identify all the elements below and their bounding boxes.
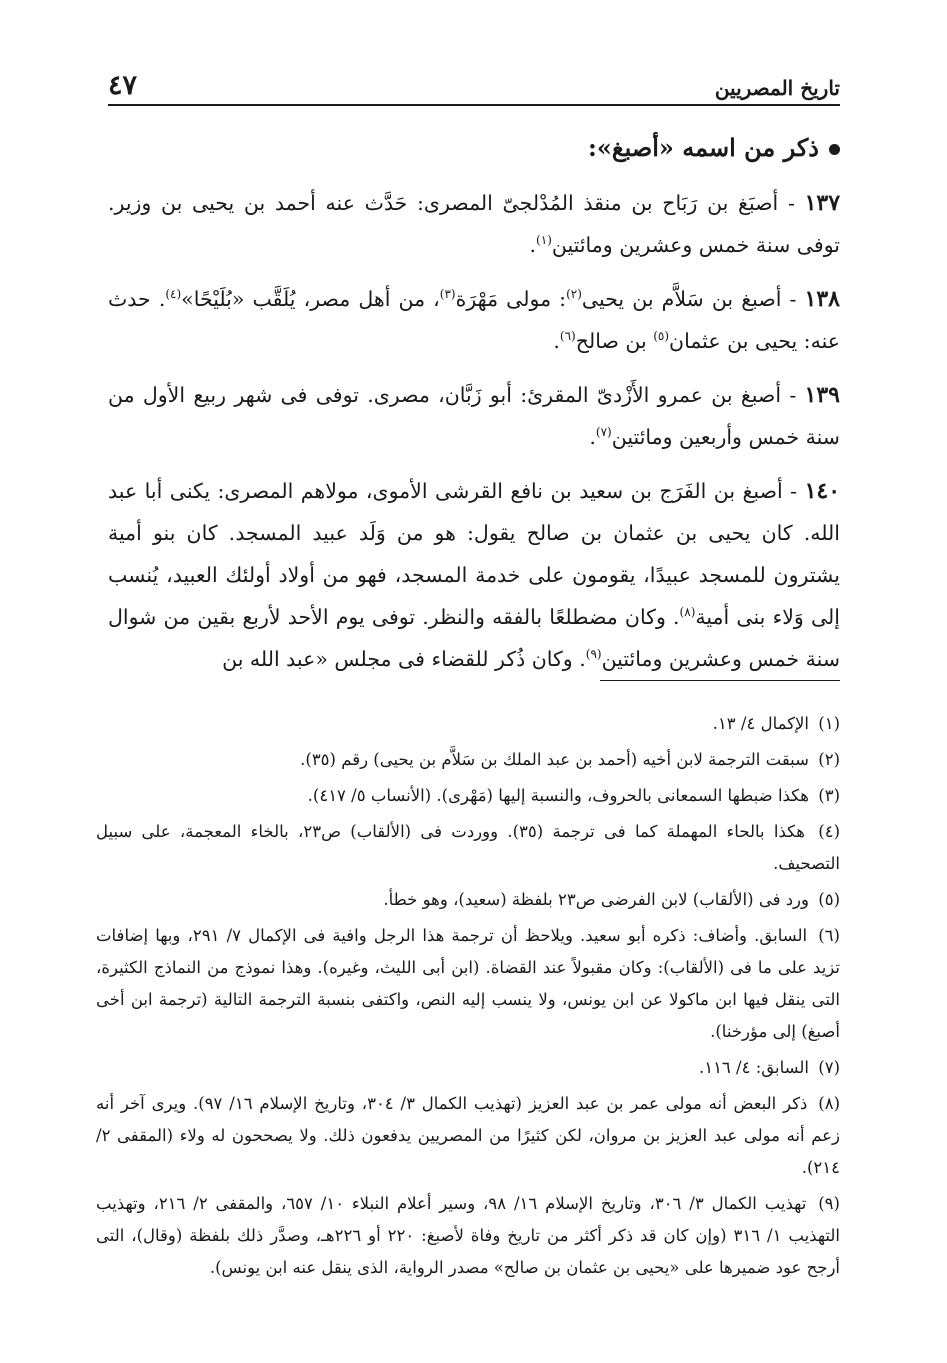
footnote-ref: (٩) [585, 647, 602, 662]
footnote-text: سبقت الترجمة لابن أخيه (أحمد بن عبد الملك بن سَلاَّم بن يحيى) رقم (٣٥). [300, 750, 809, 769]
entry-text: . [553, 329, 560, 353]
footnote [96, 920, 840, 1048]
footnote-number: (٢) [818, 750, 840, 769]
entry-text: أصبغ بن سَلاَّم بن يحيى [581, 287, 782, 311]
footnote [96, 1188, 840, 1284]
footnote-number: (٥) [818, 890, 840, 909]
footnote-ref: (٦) [559, 329, 576, 344]
footnote-number: (٣) [818, 786, 840, 805]
entry-number: ١٣٩ [804, 382, 840, 408]
footnote-text: السابق: ٤/ ١١٦. [698, 1058, 809, 1077]
footnote [96, 1088, 840, 1184]
entry-137: ١٣٧ - أصبَغ بن رَبَاح بن منقذ المُدْلجىّ المصرى: حَدَّث عنه أحمد بن يحيى بن وزير. توفى سنة خمس وعشرين ومائتين$^{(١)}$. [108, 190, 841, 257]
footnote [96, 708, 840, 740]
footnote-text: ورد فى (الألقاب) لابن الفرضى ص٢٣ بلفظة (سعيد)، وهو خطأ. [383, 890, 809, 909]
footnote-ref: (٥) [653, 329, 670, 344]
footnote-number: (٩) [818, 1194, 840, 1213]
footnote-ref: (٣) [439, 287, 456, 302]
footnote-number: (١) [818, 714, 840, 733]
entry-text: . وكان مضطلعًا بالفقه والنظر. توفى يوم الأحد لأربع بقين من شوال سنة خمس وعشرين ومائتين [108, 605, 840, 671]
entry-number: ١٣٧ [804, 190, 841, 216]
page-header [108, 62, 840, 106]
entry-text: . [529, 233, 537, 257]
section-heading [108, 128, 840, 168]
page-number: ٤٧ [108, 70, 138, 101]
bullet-icon [829, 144, 840, 155]
footnote [96, 816, 840, 880]
section-heading-text: ذكر من اسمه «أصبغ»: [588, 133, 819, 162]
footnote-number: (٤) [818, 822, 841, 841]
entry-138: ١٣٨ - أصبغ بن سَلاَّم بن يحيى$^{(٢)}$: مولى مَهْرَة$^{(٣)}$، من أهل مصر، يُلَقَّب «بُلَيْحًا»$^{(٤)}$. حدث عنه: يحيى بن عثمان$^{(٥)}$ بن صالح$^{(٦)}$. [108, 286, 840, 353]
footnote [96, 780, 840, 812]
running-title: تاريخ المصريين [714, 76, 840, 100]
footnote-ref: (٢) [566, 287, 582, 302]
footnote-text: الإكمال ٤/ ١٣. [712, 714, 809, 733]
footnote-ref: (٤) [165, 287, 182, 302]
footnote-text: ذكر البعض أنه مولى عمر بن عبد العزيز (تهذيب الكمال ٣/ ٣٠٤، وتاريخ الإسلام ١٦/ ٩٧). ويرى آخر أنه زعم أنه مولى عبد العزيز بن مروان، لكن كثيرًا من المصريين يدفعون ذلك. ولا يصححون له ولاء (المقفى ٢/ ٢١٤). [96, 1094, 840, 1177]
entry-140: ١٤٠ - أصبغ بن الفَرَج بن سعيد بن نافع القرشى الأموى، مولاهم المصرى: يكنى أبا عبد الله. كان يحيى بن عثمان بن صالح يقول: هو من وَلَد عبيد المسجد. كان بنو أمية يشترون للمسجد عبيدًا، يقومون على خدمة المسجد، فهو من أولاد أولئك العبيد، يُنسب إلى وَلاء بنى أمية$^{(٨)}$. وكان مضطلعًا بالفقه والنظر. توفى يوم الأحد لأربع بقين من شوال سنة خمس وعشرين ومائتين$^{(٩)}$. وكان ذُكر للقضاء فى مجلس «عبد الله بن [108, 478, 841, 671]
footnote-ref: (٧) [595, 425, 612, 440]
footnote-text: السابق. وأضاف: ذكره أبو سعيد. ويلاحظ أن ترجمة هذا الرجل وافية فى الإكمال ٧/ ٢٩١، وبها إضافات تزيد على ما فى (الألقاب): وكان مقبولاً عند القضاة. (ابن أبى الليث، وغيره). وهذا نموذج من النماذج الكثيرة، التى ينقل فيها ابن ماكولا عن ابن يونس، ولا ينسب إليه النص، واكتفى بنسبة الترجمة التالية (ترجمة ابن أخى أصبغ) إلى مؤرخنا). [96, 926, 840, 1041]
entry-number: ١٤٠ [804, 478, 841, 504]
entry-text: . حدث عنه: يحيى بن عثمان [108, 287, 840, 353]
footnote-text: تهذيب الكمال ٣/ ٣٠٦، وتاريخ الإسلام ١٦/ ٩٨، وسير أعلام النبلاء ١٠/ ٦٥٧، والمقفى ٢/ ٢١٦، وتهذيب التهذيب ١/ ٣١٦ (وإن كان قد ذكر أكثر من تاريخ وفاة لأصبغ: ٢٢٠ أو ٢٢٦هـ، وصدَّر ذلك بلفظة (وقال)، التى أرجح عود ضميرها على «يحيى بن عثمان بن صالح» مصدر الرواية، الذى ينقل عنه ابن يونس). [96, 1194, 841, 1277]
main-text [108, 128, 840, 692]
entry-text: أصبغ بن عمرو الأَزْدىّ المقرئ: أبو زَبَّان، مصرى. توفى فى شهر ربيع الأول من سنة خمس وأربعين ومائتين [108, 383, 840, 449]
footnote-text: هكذا ضبطها السمعانى بالحروف، والنسبة إليها (مَهْرى). (الأنساب ٥/ ٤١٧). [307, 786, 809, 805]
footnote-number: (٦) [818, 926, 840, 945]
entry-text: أصبغ بن الفَرَج بن سعيد بن نافع القرشى الأموى، مولاهم المصرى: يكنى أبا عبد الله. كان يحيى بن عثمان بن صالح يقول: هو من وَلَد عبيد المسجد. كان بنو أمية يشترون للمسجد عبيدًا، يقومون على خدمة المسجد، فهو من أولاد أولئك العبيد، يُنسب إلى وَلاء بنى أمية [108, 479, 840, 629]
footnote-divider [600, 680, 840, 681]
footnote-ref: (١) [536, 233, 552, 248]
entry-text: بن صالح [575, 329, 654, 353]
footnote [96, 884, 840, 916]
entry-text: ، من أهل مصر، يُلَقَّب «بُلَيْحًا» [181, 287, 440, 311]
footnote-number: (٨) [818, 1094, 840, 1113]
entry-139: ١٣٩ - أصبغ بن عمرو الأَزْدىّ المقرئ: أبو زَبَّان، مصرى. توفى فى شهر ربيع الأول من سنة خمس وأربعين ومائتين$^{(٧)}$. [108, 382, 840, 449]
entry-number: ١٣٨ [804, 286, 840, 312]
footnote-ref: (٨) [679, 605, 696, 620]
entry-text: : مولى مَهْرَة [455, 287, 567, 311]
footnote-text: هكذا بالحاء المهملة كما فى ترجمة (٣٥). ووردت فى (الألقاب) ص٢٣، بالخاء المعجمة، على سبيل التصحيف. [96, 822, 840, 873]
footnote [96, 1052, 840, 1084]
entry-text: . [589, 425, 596, 449]
footnote-number: (٧) [818, 1058, 840, 1077]
entry-text: . وكان ذُكر للقضاء فى مجلس «عبد الله بن [222, 647, 586, 671]
footnote [96, 744, 840, 776]
footnotes [96, 708, 840, 1288]
entry-text: أصبَغ بن رَبَاح بن منقذ المُدْلجىّ المصرى: حَدَّث عنه أحمد بن يحيى بن وزير. توفى سنة خمس وعشرين ومائتين [108, 191, 840, 257]
